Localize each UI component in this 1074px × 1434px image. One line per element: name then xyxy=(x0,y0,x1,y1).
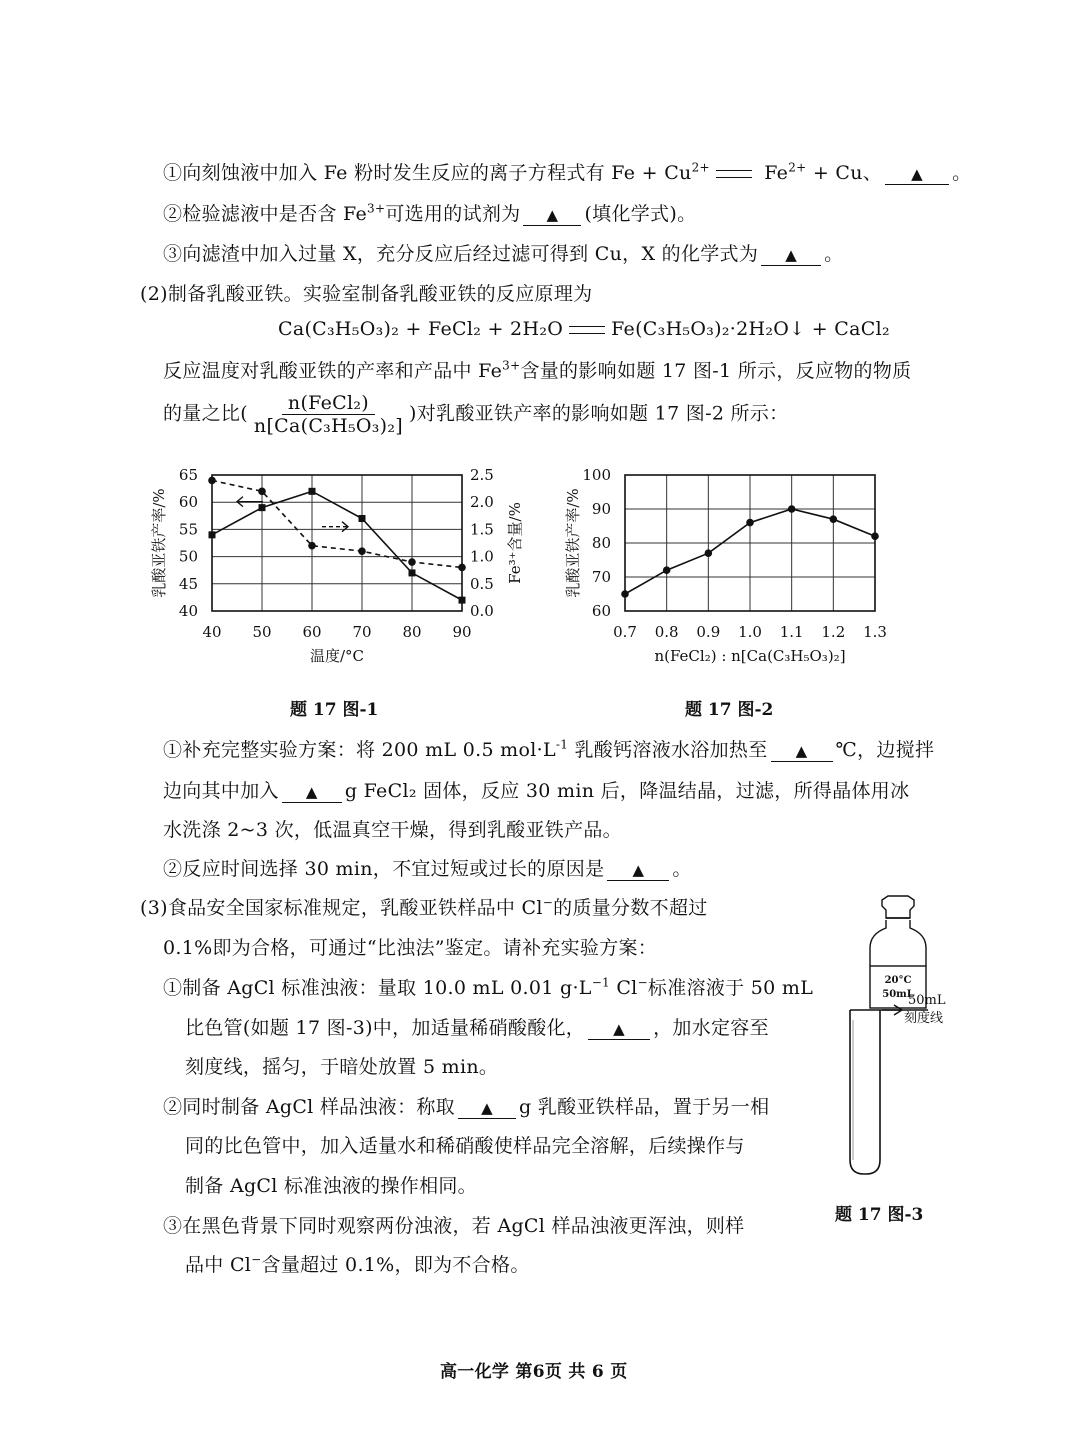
series-line-fe3-content xyxy=(212,480,462,567)
tube-label-volume: 50mL xyxy=(882,989,914,1000)
text: Fe xyxy=(757,162,789,184)
superscript: − xyxy=(637,975,648,990)
data-point-square xyxy=(359,515,366,522)
text: ②同时制备 AgCl 样品浊液：称取 xyxy=(163,1096,455,1118)
y-right-tick-label: 2.0 xyxy=(470,493,494,512)
answer-blank[interactable] xyxy=(523,204,581,226)
text: 标准溶液于 50 mL xyxy=(647,977,814,999)
tube-body xyxy=(850,1010,880,1174)
text: 的质量分数不超过 xyxy=(553,897,708,919)
y-right-tick-label: 0.5 xyxy=(470,574,494,593)
superscript: -1 xyxy=(555,737,569,752)
y-tick-label: 70 xyxy=(591,568,611,586)
x-axis-title: 温度/°C xyxy=(309,647,365,665)
triangle-icon: ▲ xyxy=(305,783,318,801)
part-3-2-line-3: 制备 AgCl 标准浊液的操作相同。 xyxy=(185,1175,477,1197)
y-tick-label: 80 xyxy=(591,534,611,552)
x-tick-label: 0.7 xyxy=(613,623,637,641)
x-axis-title: n(FeCl₂) : n[Ca(C₃H₅O₃)₂] xyxy=(654,647,846,665)
superscript: 3+ xyxy=(502,358,521,373)
answer-blank[interactable] xyxy=(458,1097,516,1119)
y-tick-label: 100 xyxy=(582,466,611,484)
text: ①补充完整实验方案：将 200 mL 0.5 mol·L xyxy=(163,739,556,761)
text: ①制备 AgCl 标准浊液：量取 10.0 mL 0.01 g·L xyxy=(163,977,592,999)
triangle-icon: ▲ xyxy=(613,1020,626,1038)
figure-17-3-caption: 题 17 图-3 xyxy=(835,1205,924,1225)
text: Cl xyxy=(610,977,638,999)
text: ③向滤渣中加入过量 X，充分反应后经过滤可得到 Cu，X 的化学式为 xyxy=(163,243,759,265)
y-left-tick-label: 60 xyxy=(178,493,198,512)
text: (3)食品安全国家标准规定，乳酸亚铁样品中 Cl xyxy=(140,897,543,919)
y-axis-title: 乳酸亚铁产率/% xyxy=(564,488,582,598)
part-3-1-line-1 xyxy=(163,973,813,1000)
data-point-circle xyxy=(208,477,216,485)
answer-blank[interactable] xyxy=(771,740,833,762)
triangle-icon: ▲ xyxy=(795,742,808,760)
superscript: − xyxy=(251,1252,262,1267)
y-tick-label: 60 xyxy=(591,602,611,620)
text: 可选用的试剂为 xyxy=(385,203,521,225)
data-point-circle xyxy=(663,566,671,574)
reaction-equation xyxy=(278,318,890,340)
y-right-axis-title: Fe³⁺含量/% xyxy=(506,502,524,584)
text: 。 xyxy=(824,243,844,265)
superscript: − xyxy=(542,895,554,910)
figure-17-3-colorimetric-tube xyxy=(830,890,970,1190)
part-3-line-2: 0.1%即为合格，可通过“比浊法”鉴定。请补充实验方案： xyxy=(163,937,658,959)
x-tick-label: 0.8 xyxy=(654,623,679,641)
triangle-icon: ▲ xyxy=(481,1099,493,1117)
text: 含量超过 0.1%，即为不合格。 xyxy=(261,1254,530,1276)
fraction-denominator: n[Ca(C₃H₅O₃)₂] xyxy=(253,415,404,437)
data-point-circle xyxy=(871,532,879,540)
figure-17-1-caption: 题 17 图-1 xyxy=(290,700,379,720)
y-right-tick-label: 2.5 xyxy=(470,466,494,484)
mole-ratio-fraction xyxy=(250,392,407,437)
text: 。 xyxy=(952,162,972,184)
x-tick-label: 60 xyxy=(302,623,322,641)
text: 反应温度对乳酸亚铁的产率和产品中 Fe xyxy=(163,360,503,382)
text: 含量的影响如题 17 图-1 所示，反应物的物质 xyxy=(520,360,912,382)
q2-1-line-2 xyxy=(163,776,909,803)
data-point-circle xyxy=(258,488,266,496)
text: 乳酸钙溶液水浴加热至 xyxy=(568,739,768,761)
part-3-2-line-1 xyxy=(163,1092,769,1119)
text: + Cu、 xyxy=(806,162,883,184)
description-line-1 xyxy=(163,356,911,383)
y-left-tick-label: 45 xyxy=(178,574,198,593)
part-3-1-line-2 xyxy=(185,1013,769,1040)
data-point-circle xyxy=(458,564,466,572)
y-left-axis-title: 乳酸亚铁产率/% xyxy=(150,488,168,598)
x-tick-label: 90 xyxy=(452,623,472,641)
x-tick-label: 1.1 xyxy=(779,623,804,641)
text: )对乳酸亚铁产率的影响如题 17 图-2 所示： xyxy=(409,402,789,425)
answer-blank[interactable] xyxy=(282,781,342,803)
equation-left: Ca(C₃H₅O₃)₂ + FeCl₂ + 2H₂O xyxy=(278,318,564,340)
answer-blank[interactable] xyxy=(885,163,949,185)
question-1-line-3 xyxy=(163,239,843,266)
q2-1-line-1 xyxy=(163,735,934,762)
x-tick-label: 1.2 xyxy=(821,623,846,641)
data-point-square xyxy=(409,569,416,576)
reaction-equals-sign xyxy=(569,326,605,334)
data-point-circle xyxy=(788,505,796,513)
data-point-square xyxy=(309,488,316,495)
text: ②检验滤液中是否含 Fe xyxy=(163,203,368,225)
superscript: 2+ xyxy=(788,160,807,175)
text: ①向刻蚀液中加入 Fe 粉时发生反应的离子方程式有 Fe + Cu xyxy=(163,162,692,184)
part-3-3-line-1: ③在黑色背景下同时观察两份浊液，若 AgCl 样品浊液更浑浊，则样 xyxy=(163,1215,745,1237)
y-right-tick-label: 1.0 xyxy=(470,547,494,566)
data-point-circle xyxy=(705,549,713,557)
x-tick-label: 80 xyxy=(402,623,422,641)
y-left-tick-label: 55 xyxy=(178,520,198,539)
q2-1-line-3: 水洗涤 2~3 次，低温真空干燥，得到乳酸亚铁产品。 xyxy=(163,819,622,841)
text: g 乳酸亚铁样品，置于另一相 xyxy=(518,1096,770,1118)
data-point-circle xyxy=(621,590,629,598)
x-tick-label: 70 xyxy=(352,623,372,641)
description-line-2 xyxy=(163,392,788,437)
text: 比色管(如题 17 图-3)中，加适量稀硝酸酸化， xyxy=(185,1017,586,1039)
part-3-line-1 xyxy=(140,893,708,920)
reaction-equals-sign xyxy=(716,170,752,178)
graduation-callout-label: 刻度线 xyxy=(904,1011,944,1026)
graduation-callout-volume: 50mL xyxy=(908,993,946,1008)
data-point-circle xyxy=(358,547,366,555)
y-right-tick-label: 0.0 xyxy=(470,602,494,620)
text: 。 xyxy=(672,858,692,880)
y-right-tick-label: 1.5 xyxy=(470,520,494,539)
equation-right: Fe(C₃H₅O₃)₂·2H₂O↓ + CaCl₂ xyxy=(611,318,890,340)
data-point-circle xyxy=(746,519,754,527)
figure-17-2-chart xyxy=(550,455,910,670)
answer-blank[interactable] xyxy=(607,859,669,881)
data-point-square xyxy=(259,504,266,511)
data-point-circle xyxy=(830,515,838,523)
fraction-numerator: n(FeCl₂) xyxy=(282,392,375,415)
answer-blank[interactable] xyxy=(761,244,821,266)
superscript: 2+ xyxy=(691,160,710,175)
y-tick-label: 90 xyxy=(591,500,611,518)
text: 边向其中加入 xyxy=(163,780,279,802)
part-3-2-line-2: 同的比色管中，加入适量水和稀硝酸使样品完全溶解，后续操作与 xyxy=(185,1135,745,1157)
figure-17-2-caption: 题 17 图-2 xyxy=(685,700,774,720)
triangle-icon: ▲ xyxy=(632,861,645,879)
tube-stopper xyxy=(882,896,914,918)
y-left-tick-label: 65 xyxy=(178,466,198,484)
triangle-icon: ▲ xyxy=(785,246,798,264)
text: 的量之比( xyxy=(163,402,248,425)
text: 品中 Cl xyxy=(185,1254,252,1276)
part-3-1-line-3: 刻度线，摇匀，于暗处放置 5 min。 xyxy=(185,1056,499,1078)
x-tick-label: 1.0 xyxy=(738,623,762,641)
text: ℃，边搅拌 xyxy=(835,739,935,761)
plot-frame xyxy=(212,475,462,611)
x-tick-label: 0.9 xyxy=(696,623,721,641)
tube-label-temp: 20°C xyxy=(884,975,912,986)
triangle-icon: ▲ xyxy=(546,206,559,224)
text: ，加水定容至 xyxy=(653,1017,769,1039)
data-point-circle xyxy=(408,558,416,566)
x-tick-label: 1.3 xyxy=(863,623,887,641)
x-tick-label: 50 xyxy=(252,623,272,641)
triangle-icon: ▲ xyxy=(911,165,923,183)
text: ②反应时间选择 30 min，不宜过短或过长的原因是 xyxy=(163,858,605,880)
page-footer: 高一化学 第6页 共 6 页 xyxy=(440,1362,628,1382)
part-2-heading: (2)制备乳酸亚铁。实验室制备乳酸亚铁的反应原理为 xyxy=(140,283,593,305)
tube-neck xyxy=(870,920,886,966)
text: g FeCl₂ 固体，反应 30 min 后，降温结晶，过滤，所得晶体用冰 xyxy=(344,780,910,802)
x-tick-label: 40 xyxy=(202,623,222,641)
y-left-tick-label: 50 xyxy=(178,547,198,566)
q2-2-line xyxy=(163,854,692,881)
tube-neck xyxy=(910,920,926,966)
y-left-tick-label: 40 xyxy=(178,602,198,620)
answer-blank[interactable] xyxy=(588,1018,650,1040)
superscript: −1 xyxy=(591,975,610,990)
figure-17-1-chart xyxy=(130,455,524,670)
superscript: 3+ xyxy=(367,201,386,216)
text: (填化学式)。 xyxy=(584,203,697,225)
data-point-square xyxy=(209,531,216,538)
question-1-line-1 xyxy=(163,158,971,185)
question-1-line-2 xyxy=(163,199,696,226)
data-point-circle xyxy=(308,542,316,550)
part-3-3-line-2 xyxy=(185,1250,530,1277)
data-point-square xyxy=(459,597,466,604)
